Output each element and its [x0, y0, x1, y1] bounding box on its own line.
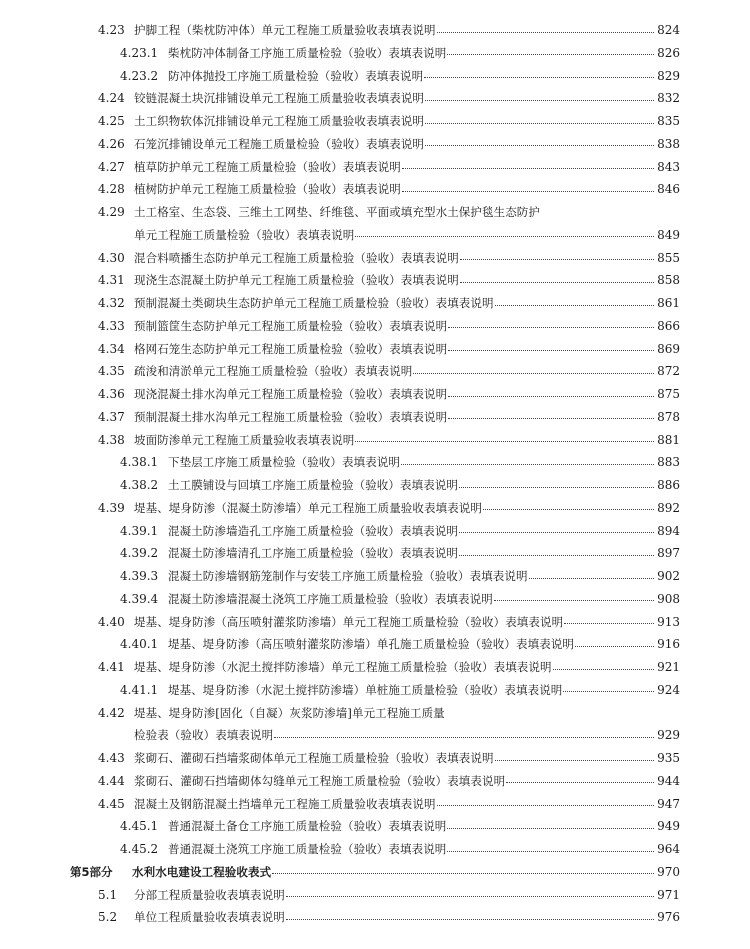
toc-entry-number: 4.23.2 [120, 68, 159, 83]
toc-entry[interactable] [0, 770, 750, 792]
dot-leader [459, 479, 654, 488]
toc-entry-page-number: 944 [657, 773, 680, 788]
toc-entry-number: 4.34 [98, 341, 125, 356]
toc-entry[interactable] [0, 451, 750, 473]
toc-entry-title: 混凝土防渗墙清孔工序施工质量检验（验收）表填表说明 [168, 546, 458, 561]
toc-entry-number: 4.26 [98, 136, 125, 151]
dot-leader [529, 570, 654, 579]
toc-entry-page-number: 947 [657, 796, 680, 811]
toc-entry-title: 混合料喷播生态防护单元工程施工质量检验（验收）表填表说明 [134, 250, 459, 265]
toc-entry[interactable] [0, 315, 750, 337]
dot-leader [448, 319, 654, 328]
toc-entry[interactable] [0, 633, 750, 655]
toc-entry-number: 4.39 [98, 500, 125, 515]
toc-entry[interactable] [0, 906, 750, 928]
dot-leader [575, 638, 654, 647]
toc-entry-page-number: 881 [657, 432, 680, 447]
dot-leader [448, 388, 654, 397]
toc-entry[interactable] [0, 224, 750, 246]
toc-entry[interactable] [0, 815, 750, 837]
dot-leader [355, 228, 654, 237]
toc-entry-title: 堤基、堤身防渗[固化（自凝）灰浆防渗墙]单元工程施工质量 [134, 705, 445, 720]
toc-entry-title: 混凝土及钢筋混凝土挡墙单元工程施工质量验收表填表说明 [134, 796, 436, 811]
toc-entry-title: 混凝土防渗墙造孔工序施工质量检验（验收）表填表说明 [168, 523, 458, 538]
toc-entry-title: 浆砌石、灌砌石挡墙浆砌体单元工程施工质量检验（验收）表填表说明 [134, 751, 494, 765]
toc-entry[interactable] [0, 747, 750, 769]
dot-leader [413, 365, 654, 374]
toc-entry-number: 4.41.1 [120, 682, 159, 697]
dot-leader [564, 615, 654, 624]
dot-leader [448, 410, 654, 419]
toc-entry-page-number: 829 [657, 68, 680, 83]
toc-entry-number: 4.39.3 [120, 569, 159, 583]
toc-entry-title: 土工膜铺设与回填工序施工质量检验（验收）表填表说明 [168, 478, 458, 492]
toc-entry-page-number: 929 [657, 728, 680, 743]
toc-entry-number: 4.31 [98, 273, 125, 288]
toc-entry-number: 5.1 [98, 887, 118, 902]
toc-entry-title: 检验表（验收）表填表说明 [134, 728, 274, 743]
dot-leader [402, 183, 654, 192]
dot-leader [495, 297, 654, 306]
toc-entry-number: 4.37 [98, 409, 125, 424]
toc-entry-page-number: 843 [657, 159, 680, 174]
toc-entry[interactable] [0, 474, 750, 496]
toc-entry-page-number: 869 [657, 341, 680, 356]
toc-entry-title: 防冲体抛投工序施工质量检验（验收）表填表说明 [168, 68, 424, 83]
toc-entry-number: 4.32 [98, 296, 125, 310]
toc-entry-number: 5.2 [98, 910, 118, 925]
toc-entry-number: 4.38 [98, 432, 125, 447]
toc-entry-title: 单元工程施工质量检验（验收）表填表说明 [134, 227, 355, 242]
dot-leader [401, 456, 654, 465]
toc-entry-title: 铰链混凝土块沉排铺设单元工程施工质量验收表填表说明 [134, 91, 424, 106]
toc-entry[interactable] [0, 269, 750, 291]
toc-entry[interactable] [0, 542, 750, 564]
dot-leader [506, 774, 654, 783]
dot-leader [553, 661, 654, 670]
toc-entry-title: 下垫层工序施工质量检验（验收）表填表说明 [168, 455, 400, 470]
toc-entry-title: 堤基、堤身防渗（水泥土搅拌防渗墙）单桩施工质量检验（验收）表填表说明 [168, 682, 563, 697]
toc-entry-title: 植树防护单元工程施工质量检验（验收）表填表说明 [134, 182, 401, 197]
toc-entry[interactable] [0, 702, 750, 724]
toc-entry-page-number: 875 [657, 387, 680, 401]
toc-entry-title: 浆砌石、灌砌石挡墙砌体勾缝单元工程施工质量检验（验收）表填表说明 [134, 773, 506, 788]
toc-entry-number: 4.30 [98, 250, 125, 265]
toc-entry-title: 预制篮筐生态防护单元工程施工质量检验（验收）表填表说明 [134, 318, 448, 333]
toc-entry-page-number: 849 [657, 227, 680, 242]
toc-entry-page-number: 976 [657, 910, 680, 925]
toc-entry-number: 4.29 [98, 205, 125, 219]
toc-entry-page-number: 824 [657, 23, 680, 37]
dot-leader [460, 251, 654, 260]
toc-entry-number: 第5部分 [70, 864, 113, 879]
toc-entry-number: 4.45 [98, 796, 125, 811]
toc-entry-page-number: 846 [657, 182, 680, 197]
toc-entry-title: 分部工程质量验收表填表说明 [134, 887, 285, 902]
toc-entry[interactable] [0, 429, 750, 451]
toc-entry-page-number: 894 [657, 523, 680, 538]
toc-entry-title: 混凝土防渗墙混凝土浇筑工序施工质量检验（验收）表填表说明 [168, 591, 493, 606]
toc-entry-number: 4.43 [98, 751, 125, 765]
dot-leader [460, 274, 654, 283]
toc-entry-number: 4.27 [98, 159, 125, 174]
toc-entry-page-number: 935 [657, 751, 680, 765]
toc-entry-title: 坡面防渗单元工程施工质量验收表填表说明 [134, 432, 355, 447]
toc-entry-page-number: 921 [657, 660, 680, 674]
dot-leader [563, 683, 654, 692]
toc-entry-page-number: 908 [657, 591, 680, 606]
toc-entry-number: 4.39.4 [120, 591, 159, 606]
toc-entry-page-number: 883 [657, 455, 680, 470]
toc-entry-title: 普通混凝土浇筑工序施工质量检验（验收）表填表说明 [168, 842, 447, 856]
toc-entry-number: 4.33 [98, 318, 125, 333]
toc-entry[interactable] [0, 724, 750, 746]
toc-entry-number: 4.35 [98, 364, 125, 379]
toc-entry[interactable] [0, 383, 750, 405]
toc-entry-page-number: 897 [657, 546, 680, 561]
toc-entry[interactable] [0, 110, 750, 132]
toc-entry-number: 4.41 [98, 660, 125, 674]
toc-entry-page-number: 886 [657, 478, 680, 492]
toc-entry[interactable] [0, 656, 750, 678]
dot-leader [494, 592, 654, 601]
toc-entry-number: 4.39.2 [120, 546, 159, 561]
toc-entry-title: 格网石笼生态防护单元工程施工质量检验（验收）表填表说明 [134, 341, 448, 356]
toc-entry-page-number: 916 [657, 637, 680, 652]
dot-leader [448, 342, 654, 351]
toc-entry-page-number: 838 [657, 136, 680, 151]
dot-leader [425, 115, 654, 124]
dot-leader [495, 752, 654, 761]
toc-entry[interactable] [0, 292, 750, 314]
toc-entry-page-number: 855 [657, 250, 680, 265]
toc-entry-page-number: 913 [657, 614, 680, 629]
toc-entry-page-number: 872 [657, 364, 680, 379]
toc-entry-title: 植草防护单元工程施工质量检验（验收）表填表说明 [134, 159, 401, 174]
toc-entry-title: 土工格室、生态袋、三维土工网垫、纤维毯、平面或填充型水土保护毯生态防护 [134, 205, 540, 219]
toc-entry-number: 4.45.1 [120, 819, 159, 834]
toc-entry-page-number: 970 [657, 864, 680, 879]
toc-entry-title: 预制混凝土类砌块生态防护单元工程施工质量检验（验收）表填表说明 [134, 296, 494, 310]
toc-entry[interactable] [0, 679, 750, 701]
toc-entry-title: 普通混凝土备仓工序施工质量检验（验收）表填表说明 [168, 819, 447, 834]
toc-entry-title: 石笼沉排铺设单元工程施工质量检验（验收）表填表说明 [134, 136, 424, 151]
toc-entry-title: 堤基、堤身防渗（混凝土防渗墙）单元工程施工质量验收表填表说明 [134, 500, 482, 515]
toc-entry-title: 预制混凝土排水沟单元工程施工质量检验（验收）表填表说明 [134, 409, 448, 424]
toc-entry-page-number: 902 [657, 569, 680, 583]
dot-leader [437, 797, 654, 806]
toc-entry-title: 柴枕防冲体制备工序施工质量检验（验收）表填表说明 [168, 45, 447, 60]
toc-entry[interactable] [0, 497, 750, 519]
dot-leader [286, 888, 654, 897]
toc-entry-title: 现浇生态混凝土防护单元工程施工质量检验（验收）表填表说明 [134, 273, 459, 288]
toc-entry-number: 4.42 [98, 705, 125, 720]
toc-entry-number: 4.45.2 [120, 842, 159, 856]
toc-entry[interactable] [0, 42, 750, 64]
toc-entry[interactable] [0, 793, 750, 815]
toc-entry-title: 土工织物软体沉排铺设单元工程施工质量验收表填表说明 [134, 114, 424, 128]
toc-entry[interactable] [0, 65, 750, 87]
toc-entry-number: 4.24 [98, 91, 125, 106]
dot-leader [447, 820, 654, 829]
toc-entry-number: 4.39.1 [120, 523, 159, 538]
dot-leader [437, 24, 654, 33]
toc-entry[interactable] [0, 360, 750, 382]
toc-entry-title: 堤基、堤身防渗（高压喷射灌浆防渗墙）单孔施工质量检验（验收）表填表说明 [168, 637, 574, 652]
toc-entry-title: 混凝土防渗墙钢筋笼制作与安装工序施工质量检验（验收）表填表说明 [168, 569, 528, 583]
toc-entry-page-number: 892 [657, 500, 680, 515]
toc-entry-number: 4.25 [98, 114, 125, 128]
toc-entry-title: 堤基、堤身防渗（高压喷射灌浆防渗墙）单元工程施工质量检验（验收）表填表说明 [134, 614, 564, 629]
toc-entry-title: 现浇混凝土排水沟单元工程施工质量检验（验收）表填表说明 [134, 387, 448, 401]
toc-entry[interactable] [0, 201, 750, 223]
toc-entry[interactable] [0, 838, 750, 860]
toc-entry-number: 4.40.1 [120, 637, 159, 652]
dot-leader [355, 433, 654, 442]
dot-leader [459, 547, 654, 556]
toc-entry[interactable] [0, 338, 750, 360]
toc-entry-page-number: 826 [657, 45, 680, 60]
toc-entry-page-number: 949 [657, 819, 680, 834]
dot-leader [447, 843, 654, 852]
dot-leader [425, 92, 654, 101]
dot-leader [272, 865, 654, 874]
toc-entry[interactable] [0, 87, 750, 109]
toc-entry[interactable] [0, 133, 750, 155]
dot-leader [459, 524, 654, 533]
toc-entry[interactable] [0, 178, 750, 200]
toc-entry-title: 护脚工程（柴枕防冲体）单元工程施工质量验收表填表说明 [134, 23, 436, 37]
toc-entry-number: 4.44 [98, 773, 125, 788]
toc-part-heading[interactable] [0, 861, 750, 883]
toc-entry-number: 4.28 [98, 182, 125, 197]
toc-entry[interactable] [0, 406, 750, 428]
toc-entry[interactable] [0, 19, 750, 41]
toc-entry[interactable] [0, 611, 750, 633]
toc-entry-number: 4.23.1 [120, 45, 159, 60]
toc-entry-page-number: 858 [657, 273, 680, 288]
dot-leader [424, 69, 654, 78]
toc-entry-number: 4.40 [98, 614, 125, 629]
toc-entry-number: 4.36 [98, 387, 125, 401]
toc-entry-page-number: 866 [657, 318, 680, 333]
toc-entry-title: 疏浚和清淤单元工程施工质量检验（验收）表填表说明 [134, 364, 413, 379]
toc-entry[interactable] [0, 520, 750, 542]
toc-entry-title: 单位工程质量验收表填表说明 [134, 910, 285, 925]
dot-leader [425, 137, 654, 146]
toc-entry[interactable] [0, 247, 750, 269]
toc-entry-page-number: 971 [657, 887, 680, 902]
dot-leader [274, 729, 654, 738]
toc-entry[interactable] [0, 884, 750, 906]
dot-leader [447, 46, 654, 55]
toc-entry-title: 堤基、堤身防渗（水泥土搅拌防渗墙）单元工程施工质量检验（验收）表填表说明 [134, 660, 552, 674]
toc-entry-number: 4.38.2 [120, 478, 159, 492]
dot-leader [402, 160, 654, 169]
toc-entry-page-number: 832 [657, 91, 680, 106]
toc-entry-number: 4.38.1 [120, 455, 159, 470]
toc-entry-page-number: 924 [657, 682, 680, 697]
dot-leader [483, 501, 654, 510]
toc-entry[interactable] [0, 565, 750, 587]
toc-entry-page-number: 861 [657, 296, 680, 310]
toc-entry-title: 水利水电建设工程验收表式 [132, 864, 272, 879]
toc-entry[interactable] [0, 588, 750, 610]
toc-entry-page-number: 964 [657, 842, 680, 856]
dot-leader [286, 911, 654, 920]
toc-entry[interactable] [0, 156, 750, 178]
toc-entry-page-number: 835 [657, 114, 680, 128]
toc-entry-number: 4.23 [98, 23, 125, 37]
toc-entry-page-number: 878 [657, 409, 680, 424]
